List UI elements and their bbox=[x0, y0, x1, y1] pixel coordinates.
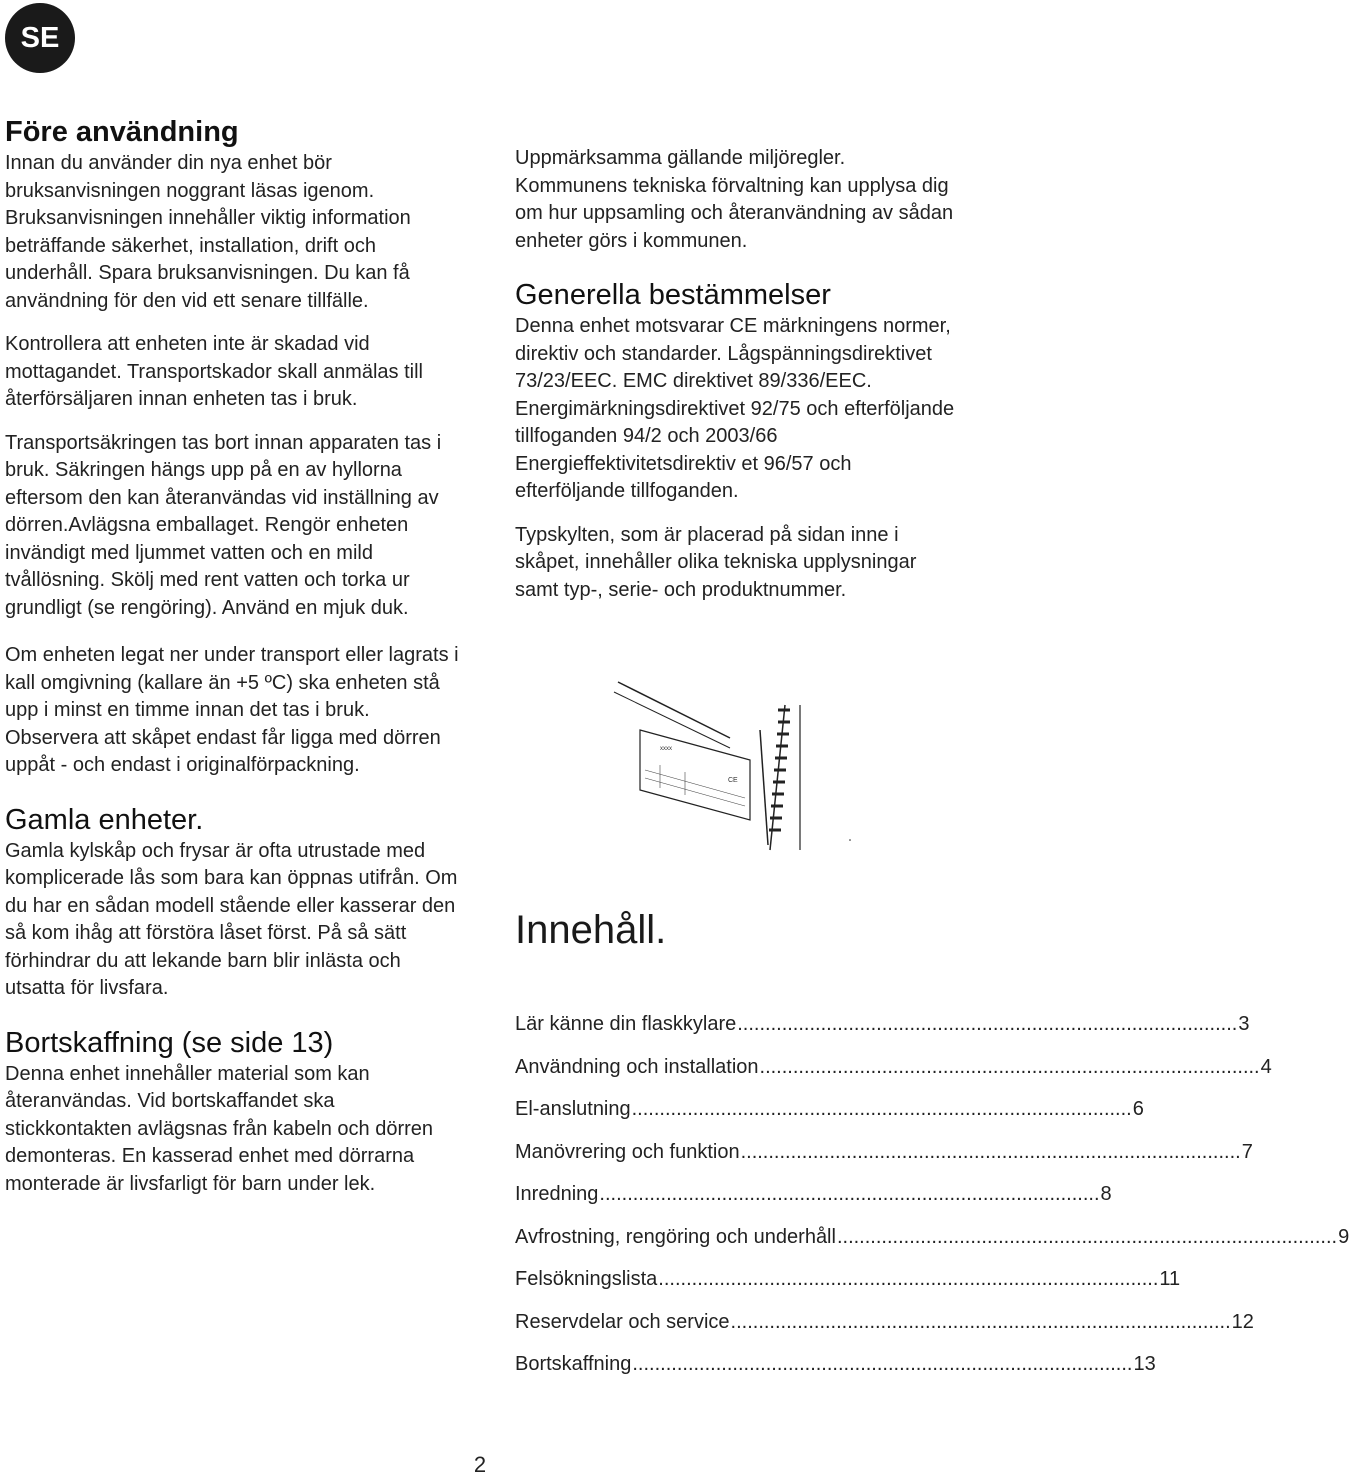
before-use-paragraph-3: Transportsäkringen tas bort innan apparaten tas i bruk. Säkringen hängs upp på en av hyllorna eftersom den kan återanvändas vid inställning av dörren.Avlägsna emballaget. Rengör enheten invändigt med ljummet vatten och en mild tvållösning. Skölj med rent vatten och torka ur grundligt (se rengöring). Använd en mjuk duk. bbox=[5, 431, 442, 619]
before-use-paragraph-2: Kontrollera att enheten inte är skadad vid mottagandet. Transportskador skall anmälas till återförsäljaren innan enheten tas i bruk. bbox=[5, 333, 423, 410]
disposal-paragraph: Denna enhet innehåller material som kan återanvändas. Vid bortskaffandet ska stickkontakten avlägsnas från kabeln och dörren demonteras. En kasserad enhet med dörrarna monterade är livsfarligt för barn under lek. bbox=[5, 1062, 434, 1195]
page-number: 2 bbox=[473, 1452, 487, 1477]
right-column bbox=[515, 145, 955, 604]
environment-paragraph: Uppmärksamma gällande miljöregler. Kommunens tekniska förvaltning kan upplysa dig om hur uppsamling och återanvändning av sådan enheter görs i kommunen. bbox=[515, 147, 954, 252]
language-badge: SE bbox=[5, 3, 75, 73]
toc-item[interactable]: Användning och installation .......................................................................................... 4 bbox=[515, 1055, 1272, 1078]
contents-section bbox=[515, 906, 1349, 1386]
old-units-heading: Gamla enheter. bbox=[5, 803, 204, 836]
toc-item[interactable]: Inredning .......................................................................................... 8 bbox=[515, 1183, 1112, 1205]
before-use-paragraph-1: Innan du använder din nya enhet bör bruksanvisningen noggrant läsas igenom. Bruksanvisningen innehåller viktig information beträffande säkerhet, installation, drift och underhåll. Spara bruksanvisningen. Du kan få användning för den vid ett senare tillfälle. bbox=[5, 152, 411, 312]
general-rules-heading: Generella bestämmelser bbox=[515, 279, 831, 311]
toc-item[interactable]: Bortskaffning .......................................................................................... 13 bbox=[515, 1353, 1156, 1375]
toc-item[interactable]: El-anslutning .......................................................................................... 6 bbox=[515, 1098, 1144, 1120]
toc-item[interactable]: Lär känne din flaskkylare .......................................................................................... 3 bbox=[515, 1013, 1250, 1035]
contents-heading: Innehåll. bbox=[515, 908, 667, 952]
svg-text:CE: CE bbox=[728, 777, 738, 784]
rating-plate-illustration bbox=[600, 660, 870, 860]
svg-text:xxxx: xxxx bbox=[660, 746, 672, 752]
old-units-paragraph: Gamla kylskåp och frysar är ofta utrustade med komplicerade lås som bara kan öppnas utifrån. Om du har en sådan modell stående eller kasserar den så kom ihåg att förstöra låset först. På så sätt förhindrar du att lekande barn blir inlästa och utsatta för livsfara. bbox=[5, 839, 458, 999]
left-column bbox=[5, 114, 465, 1198]
toc-item[interactable]: Manövrering och funktion .......................................................................................... 7 bbox=[515, 1140, 1253, 1163]
toc-item[interactable]: Felsökningslista .......................................................................................... 11 bbox=[515, 1268, 1181, 1290]
table-of-contents bbox=[515, 1003, 1349, 1386]
disposal-heading: Bortskaffning (se side 13) bbox=[5, 1026, 334, 1059]
toc-item[interactable]: Avfrostning, rengöring och underhåll .......................................................................................... 9 bbox=[515, 1225, 1349, 1248]
general-rules-paragraph-1: Denna enhet motsvarar CE märkningens normer, direktiv och standarder. Lågspänningsdirektivet 73/23/EEC. EMC direktivet 89/336/EEC. Energimärkningsdirektivet 92/75 och efterföljande tillfoganden 94/2 och 2003/66 Energieffektivitetsdirektiv et 96/57 och efterföljande tillfoganden. bbox=[515, 315, 955, 502]
toc-item[interactable]: Reservdelar och service .......................................................................................... 12 bbox=[515, 1310, 1254, 1333]
general-rules-paragraph-2: Typskylten, som är placerad på sidan inne i skåpet, innehåller olika tekniska upplysningar samt typ-, serie- och produktnummer. bbox=[515, 523, 917, 601]
before-use-heading: Före användning bbox=[5, 116, 239, 148]
before-use-paragraph-4: Om enheten legat ner under transport eller lagrats i kall omgivning (kallare än +5 ºC) ska enheten stå upp i minst en timme innan det tas i bruk. Observera att skåpet endast får ligga med dörren uppåt - och endast i originalförpackning. bbox=[5, 644, 459, 776]
